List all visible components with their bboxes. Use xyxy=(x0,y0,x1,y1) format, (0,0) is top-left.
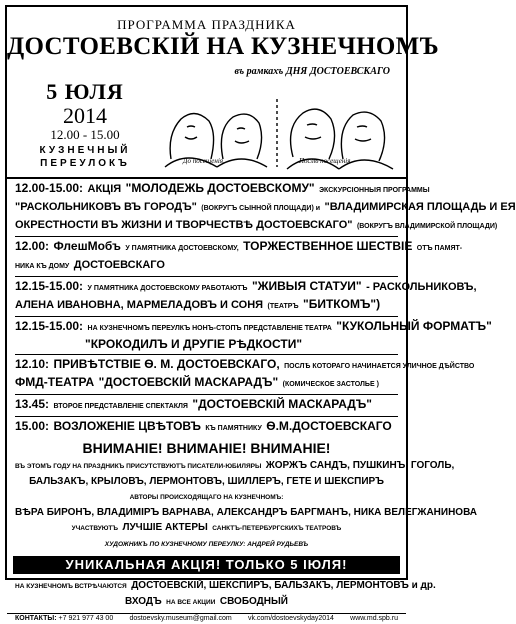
row-title: Ѳ.М.ДОСТОЕВСКАГО xyxy=(266,419,392,433)
schedule-row xyxy=(15,317,492,355)
ann-line: НА ВСЕ АКЦИИ xyxy=(166,599,216,606)
row-note: ВТОРОЕ ПРЕДСТАВЛЕНIЕ СПЕКТАКЛЯ xyxy=(53,403,188,410)
schedule-row xyxy=(15,179,516,237)
ann-line: ХУДОЖНИКЪ ПО КУЗНЕЧНОМУ ПЕРЕУЛКУ: АНДРЕЙ РУДЬЕВЪ xyxy=(104,541,309,548)
ann-line: АВТОРЫ ПРОИСХОДЯЩАГО НА КУЗНЕЧНОМЪ: xyxy=(129,494,284,501)
date-box xyxy=(21,79,149,169)
ann-line: ЛУЧШIЕ АКТЕРЫ xyxy=(122,522,208,533)
row-line: АЛЕНА ИВАНОВНА, МАРМЕЛАДОВЪ И СОНЯ xyxy=(15,299,264,311)
poster-title: ДОСТОЕВСКIЙ НА КУЗНЕЧНОМЪ xyxy=(7,33,439,60)
row-note: НА КУЗНЕЧНОМЪ ПЕРЕУЛКЪ НОНЪ-СТОПЪ ПРЕДСТАВЛЕНIЕ ТЕАТРА xyxy=(87,325,332,332)
row-title: ФлешМобъ xyxy=(53,239,121,253)
row-line: (КОМИЧЕСКОЕ ЗАСТОЛЬЕ ) xyxy=(282,381,379,388)
schedule-row xyxy=(15,395,398,417)
row-line: ДОСТОЕВСКАГО xyxy=(73,259,165,271)
row-line: ФМД-ТЕАТРА xyxy=(15,375,95,389)
ann-line: НА КУЗНЕЧНОМЪ ВСТРѢЧАЮТСЯ xyxy=(15,583,127,590)
row-line: "ДОСТОЕВСКIЙ МАСКАРАДЪ" xyxy=(98,375,279,389)
unique-banner: УНИКАЛЬНАЯ АКЦIЯ! ТОЛЬКО 5 IЮЛЯ! xyxy=(13,556,400,574)
row-title: ТОРЖЕСТВЕННОЕ ШЕСТВIЕ xyxy=(243,239,413,253)
poster xyxy=(5,5,516,622)
schedule-row xyxy=(15,355,475,395)
footer-contacts xyxy=(7,613,406,624)
row-time: 12.15-15.00: xyxy=(15,279,84,293)
row-time: 13.45: xyxy=(15,397,50,411)
ann-line: ВЪ ЭТОМЪ ГОДУ НА ПРАЗДНИКЪ ПРИСУТСТВУЮТЪ ПИСАТЕЛИ-ЮБИЛЯРЫ xyxy=(15,463,262,470)
closing xyxy=(7,577,436,611)
program-label: ПРОГРАММА ПРАЗДНИКА xyxy=(117,17,296,32)
ann-line: УЧАСТВУЮТЪ xyxy=(71,525,118,532)
row-note: - РАСКОЛЬНИКОВЪ, xyxy=(366,281,477,293)
row-title: ВОЗЛОЖЕНIЕ ЦВѢТОВЪ xyxy=(53,419,201,433)
warning-text: ВНИМАНIЕ! ВНИМАНIЕ! ВНИМАНIЕ! xyxy=(82,440,331,456)
ann-line: ДОСТОЕВСКIЙ, ШЕКСПИРЪ, БАЛЬЗАКЪ, ЛЕРМОНТОВЪ и др. xyxy=(131,580,436,591)
ann-line: ВѢРА БИРОНЪ, ВЛАДИМIРЪ ВАРНАВА, АЛЕКСАНДРЪ БАРГМАНЪ, НИКА ВЕЛЕГЖАНИНОВА xyxy=(15,507,478,518)
row-line: "БИТКОМЪ") xyxy=(303,297,381,311)
row-title: "ЖИВЫЯ СТАТУИ" xyxy=(251,279,362,293)
row-line: (ВОКРУГЪ СЫННОЙ ПЛОЩАДИ) и xyxy=(201,205,321,212)
row-title: ПРИВѢТСТВIЕ Ѳ. М. ДОСТОЕВСКАГО, xyxy=(53,357,280,371)
row-line: "КРОКОДИЛЪ И ДРУГIЕ РѢДКОСТИ" xyxy=(85,337,303,351)
poster-subtitle: въ рамкахъ ДНЯ ДОСТОЕВСКАГО xyxy=(234,66,390,77)
vk-link[interactable]: vk.com/dostoevskyday2014 xyxy=(247,615,334,622)
ann-line: САНКТЪ-ПЕТЕРБУРГСКИХЪ ТЕАТРОВЪ xyxy=(212,525,342,532)
row-title: "МОЛОДЕЖЬ ДОСТОЕВСКОМУ" xyxy=(125,181,315,195)
row-line: "РАСКОЛЬНИКОВЪ ВЪ ГОРОДЪ" xyxy=(15,201,197,213)
event-time: 12.00 - 15.00 xyxy=(50,127,120,142)
phone-number: +7 921 977 43 00 xyxy=(58,615,114,622)
row-note: ЭКСКУРСIОННЫЯ ПРОГРАММЫ xyxy=(319,187,430,194)
schedule-row xyxy=(15,277,477,317)
row-title: "ДОСТОЕВСКIЙ МАСКАРАДЪ" xyxy=(192,397,372,411)
site-link[interactable]: www.md.spb.ru xyxy=(350,615,398,622)
schedule xyxy=(7,179,516,438)
row-time: 12.15-15.00: xyxy=(15,319,84,333)
ann-line: ВХОДЪ xyxy=(125,596,162,607)
row-time: 12.00: xyxy=(15,239,50,253)
email-link[interactable]: dostoevsky.museum@gmail.com xyxy=(129,615,232,622)
schedule-row xyxy=(15,417,398,438)
row-time: 12.00-15.00: xyxy=(15,181,84,195)
contacts-label: КОНТАКТЫ: xyxy=(15,615,57,622)
row-line: ОКРЕСТНОСТИ ВЪ ЖИЗНИ И ТВОРЧЕСТВѢ ДОСТОЕВСКАГО" xyxy=(15,219,353,231)
street-line-1: КУЗНЕЧНЫЙ xyxy=(39,145,131,156)
row-note: ПОСЛѢ КОТОРАГО НАЧИНАЕТСЯ УЛИЧНОЕ ДѢЙСТВО xyxy=(284,363,475,370)
row-time: 12.10: xyxy=(15,357,50,371)
ann-line: СВОБОДНЫЙ xyxy=(219,596,288,607)
event-day: 5 ЮЛЯ xyxy=(46,79,124,104)
row-line: (ТЕАТРЪ xyxy=(267,303,299,310)
row-line: "ВЛАДИМИРСКАЯ ПЛОЩАДЬ И ЕЯ xyxy=(324,201,516,213)
row-note: КЪ ПАМЯТНИКУ xyxy=(205,425,262,432)
street-line-2: ПЕРЕУЛОКЪ xyxy=(40,158,130,169)
event-year: 2014 xyxy=(63,103,107,128)
row-line: (ВОКРУГЪ ВЛАДИМИРСКОЙ ПЛОЩАДИ) xyxy=(356,223,498,230)
row-time: 15.00: xyxy=(15,419,50,433)
ann-line: БАЛЬЗАКЪ, КРЫЛОВЪ, ЛЕРМОНТОВЪ, ШИЛЛЕРЪ, ГЕТЕ И ШЕКСПИРЪ xyxy=(29,476,384,487)
row-note: У ПАМЯТНИКА ДОСТОЕВСКОМУ РАБОТАЮТЪ xyxy=(87,285,248,292)
row-note: У ПАМЯТНИКА ДОСТОЕВСКОМУ, xyxy=(125,245,239,252)
ann-line: ЖОРЖЪ САНДЪ, ПУШКИНЪ, ГОГОЛЬ, xyxy=(265,460,455,471)
caption-before: До посещенія. xyxy=(183,157,225,165)
caption-after: Послѣ посещенія. xyxy=(299,157,353,165)
announcement xyxy=(7,438,478,553)
row-pre: АКЦІЯ xyxy=(87,183,122,195)
row-note: ОТЪ ПАМЯТ- xyxy=(416,245,463,252)
schedule-row xyxy=(15,237,463,277)
row-title: "КУКОЛЬНЫЙ ФОРМАТЪ" xyxy=(336,319,492,333)
row-line: НИКА КЪ ДОМУ xyxy=(15,263,70,270)
poster-header xyxy=(7,7,439,179)
